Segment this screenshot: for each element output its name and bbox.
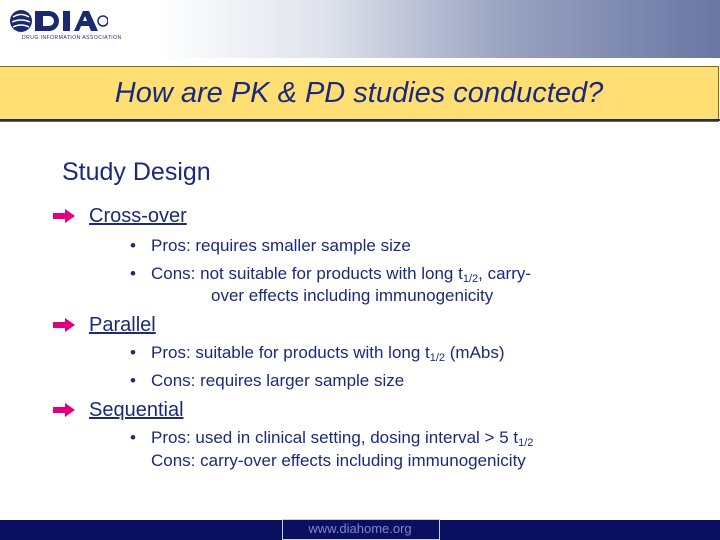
arrow-icon xyxy=(53,209,75,223)
title-underline xyxy=(0,119,720,121)
crossover-cons: Cons: not suitable for products with long $t_{1/2}$, carry- xyxy=(151,264,532,285)
section-label-crossover: Cross-over xyxy=(89,205,187,227)
bullet-dot: • xyxy=(130,428,136,447)
arrow-icon xyxy=(53,403,75,417)
footer-url-frame xyxy=(282,519,440,540)
sequential-cons: Cons: carry-over effects including immunogenicity xyxy=(151,451,526,470)
bullet-dot: • xyxy=(130,371,136,390)
section-label-parallel: Parallel xyxy=(89,314,156,336)
slide-title: How are PK & PD studies conducted? xyxy=(114,77,604,109)
crossover-pros: Pros: requires smaller sample size xyxy=(151,236,411,255)
dia-logo-icon xyxy=(8,8,108,34)
bullet-dot: • xyxy=(130,343,136,362)
logo-subtitle: DRUG INFORMATION ASSOCIATION xyxy=(22,35,122,41)
dia-logo xyxy=(8,8,122,48)
parallel-cons: Cons: requires larger sample size xyxy=(151,371,405,390)
study-design-heading: Study Design xyxy=(62,158,211,186)
crossover-cons-continuation: over effects including immunogenicity xyxy=(211,286,494,305)
bullet-dot: • xyxy=(130,264,136,283)
section-label-sequential: Sequential xyxy=(89,399,184,421)
title-box xyxy=(0,66,719,122)
arrow-icon xyxy=(53,318,75,332)
bullet-dot: • xyxy=(130,236,136,255)
parallel-pros: Pros: suitable for products with long $t_{1/2}$ (mAbs) xyxy=(151,343,505,364)
footer-url[interactable]: www.diahome.org xyxy=(308,521,412,536)
sequential-pros: Pros: used in clinical setting, dosing interval > 5 $t_{1/2}$ xyxy=(151,428,534,449)
